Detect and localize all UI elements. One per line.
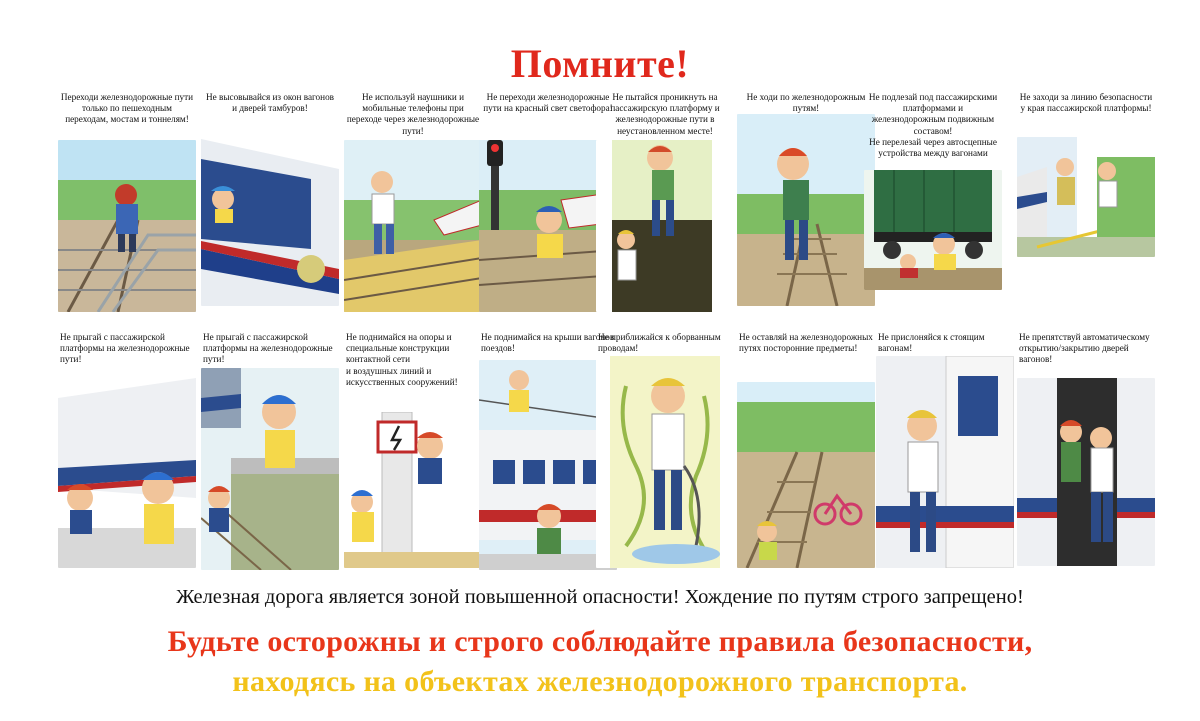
rule-caption: Не прыгай с пассажирской платформы на железнодорожные пути! — [60, 332, 190, 365]
rule-panel-1 — [58, 92, 196, 126]
rule-caption: Не препятствуй автоматическому открытию/закрытию дверей вагонов! — [1019, 332, 1150, 365]
rule-caption: Не подлезай под пассажирскими платформами и железнодорожным подвижным составом! Не перелезай через автосцепные устройства между вагонами — [868, 92, 998, 159]
illustration-window-lean — [201, 129, 339, 306]
rule-caption: Не оставляй на железнодорожных путях посторонние предметы! — [739, 332, 873, 354]
illustration-objects-on-track — [737, 382, 875, 568]
safety-slogan-line-1: Будьте осторожны и строго соблюдайте правила безопасности, — [167, 625, 1033, 658]
page-title: Помните! — [510, 41, 690, 86]
rule-panel-3 — [344, 92, 482, 137]
rule-caption: Не поднимайся на крыши вагонов поездов! — [481, 332, 615, 354]
rule-caption: Не используй наушники и мобильные телефоны при переходе через железнодорожные пути! — [346, 92, 480, 136]
rule-caption: Не прыгай с пассажирской платформы на железнодорожные пути! — [203, 332, 333, 365]
rule-caption: Не переходи железнодорожные пути на красный свет светофора! — [483, 92, 613, 114]
rule-panel-16 — [1017, 332, 1155, 366]
rule-panel-15 — [876, 332, 1014, 354]
illustration-platform-jump-1 — [58, 368, 196, 568]
illustration-pedestrian-crossing — [58, 140, 196, 312]
illustration-walking-tracks — [737, 114, 875, 306]
illustration-door-block — [1017, 378, 1155, 566]
rule-caption: Не ходи по железнодорожным путям! — [746, 92, 866, 114]
rule-caption: Не заходи за линию безопасности у края пассажирской платформы! — [1019, 92, 1153, 114]
rule-panel-6 — [737, 92, 875, 114]
rule-panel-10 — [201, 332, 339, 366]
illustration-broken-wire — [596, 356, 734, 568]
rule-caption: Переходи железнодорожные пути только по пешеходным переходам, мостам и тоннелям! — [60, 92, 194, 125]
rule-panel-2 — [201, 92, 339, 114]
illustration-under-wagon — [864, 170, 1002, 290]
illustration-safety-line — [1017, 137, 1155, 257]
rule-panel-13 — [596, 332, 734, 354]
illustration-pole-climb — [344, 412, 482, 568]
illustration-platform-jump-2 — [201, 368, 339, 570]
rule-panel-5 — [596, 92, 734, 137]
safety-slogan-line-2: находясь на объектах железнодорожного транспорта. — [232, 665, 968, 698]
rule-panel-9 — [58, 332, 196, 366]
rule-panel-14 — [737, 332, 875, 354]
illustration-leaning-wagon — [876, 356, 1014, 568]
rule-panel-8 — [1017, 92, 1155, 114]
danger-zone-notice: Железная дорога является зоной повышенной опасности! Хождение по путям строго запрещено! — [176, 586, 1024, 608]
rule-caption: Не поднимайся на опоры и специальные конструкции контактной сети и воздушных линий и искусственных сооружений! — [346, 332, 458, 387]
rule-panel-7 — [864, 92, 1002, 159]
rule-panel-11 — [344, 332, 482, 388]
rule-caption: Не высовывайся из окон вагонов и дверей тамбуров! — [205, 92, 335, 114]
rule-caption: Не прислоняйся к стоящим вагонам! — [878, 332, 985, 354]
rule-caption: Не приближайся к оборванным проводам! — [598, 332, 721, 354]
illustration-climbing-platform — [596, 140, 734, 312]
rule-caption: Не пытайся проникнуть на пассажирскую платформу и железнодорожные пути в неустановленном месте! — [610, 92, 720, 136]
illustration-headphones — [344, 140, 482, 312]
